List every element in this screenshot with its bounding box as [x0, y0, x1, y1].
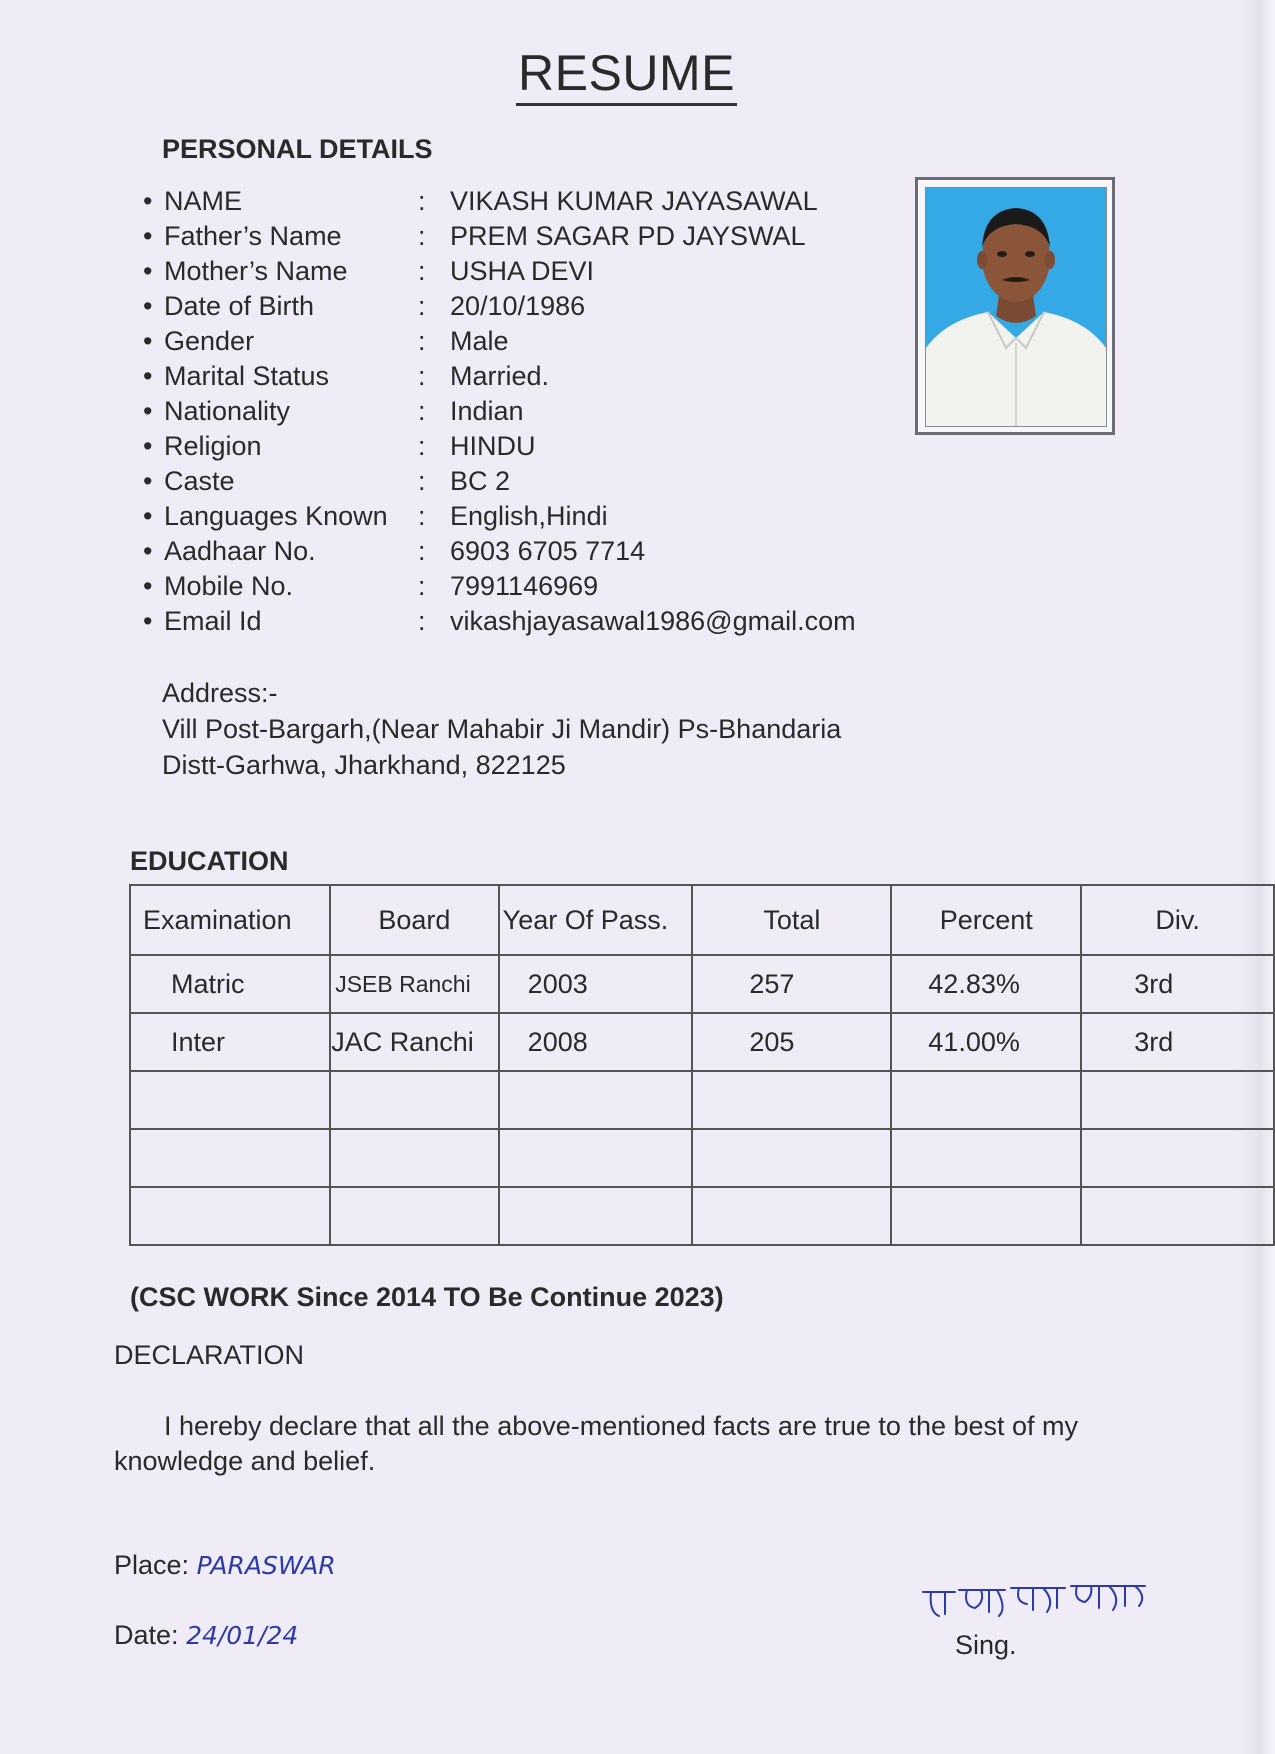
detail-colon: : — [418, 186, 426, 216]
detail-colon: : — [418, 361, 426, 391]
header-percent: Percent — [891, 885, 1081, 955]
detail-label: Religion — [164, 431, 262, 461]
education-table — [129, 884, 1275, 1246]
table-row-empty — [130, 1187, 1274, 1245]
bullet-icon: • — [143, 361, 153, 391]
address-line-2: Distt-Garhwa, Jharkhand, 822125 — [162, 750, 566, 780]
profile-photo-illustration — [926, 188, 1106, 426]
cell-percent: 42.83% — [891, 955, 1081, 1013]
bullet-icon: • — [143, 221, 153, 251]
detail-label: Gender — [164, 326, 255, 356]
page-edge — [1237, 0, 1275, 1754]
detail-colon: : — [418, 291, 426, 321]
date-label: Date: — [114, 1620, 179, 1650]
detail-label: Nationality — [164, 396, 291, 426]
header-examination: Examination — [130, 885, 330, 955]
resume-title-text: RESUME — [516, 45, 737, 106]
detail-label: Caste — [164, 466, 235, 496]
detail-label: Mobile No. — [164, 571, 294, 601]
declaration-title: DECLARATION — [114, 1340, 305, 1370]
detail-label: Marital Status — [164, 361, 330, 391]
detail-colon: : — [418, 606, 426, 636]
detail-colon: : — [418, 396, 426, 426]
declaration-text: I hereby declare that all the above-mentioned facts are true to the best of my knowledge and belief. — [114, 1411, 1079, 1476]
table-row — [130, 1013, 1274, 1071]
detail-value: Married. — [450, 361, 550, 391]
profile-photo — [925, 187, 1107, 427]
header-board: Board — [330, 885, 498, 955]
bullet-icon: • — [143, 326, 153, 356]
detail-value: Male — [450, 326, 509, 356]
detail-label: Father’s Name — [164, 221, 342, 251]
detail-value: 20/10/1986 — [450, 291, 586, 321]
cell-div: 3rd — [1081, 955, 1274, 1013]
detail-label: Date of Birth — [164, 291, 315, 321]
place-value: PARASWAR — [196, 1551, 336, 1580]
detail-value: HINDU — [450, 431, 536, 461]
detail-colon: : — [418, 501, 426, 531]
cell-div: 3rd — [1081, 1013, 1274, 1071]
address-label: Address:- — [162, 678, 278, 708]
date-value: 24/01/24 — [186, 1621, 299, 1650]
detail-value: USHA DEVI — [450, 256, 595, 286]
bullet-icon: • — [143, 571, 153, 601]
detail-colon: : — [418, 466, 426, 496]
cell-percent: 41.00% — [891, 1013, 1081, 1071]
bullet-icon: • — [143, 291, 153, 321]
detail-value: 7991146969 — [450, 571, 599, 601]
detail-value: VIKASH KUMAR JAYASAWAL — [450, 186, 818, 216]
bullet-icon: • — [143, 186, 153, 216]
cell-year: 2008 — [499, 1013, 693, 1071]
bullet-icon: • — [143, 396, 153, 426]
bullet-icon: • — [143, 256, 153, 286]
cell-year: 2003 — [499, 955, 693, 1013]
bullet-icon: • — [143, 536, 153, 566]
detail-value: BC 2 — [450, 466, 511, 496]
address-block — [162, 675, 841, 783]
detail-value: Indian — [450, 396, 524, 426]
detail-value: vikashjayasawal1986@gmail.com — [450, 606, 856, 636]
cell-examination: Inter — [130, 1013, 330, 1071]
detail-label: Aadhaar No. — [164, 536, 316, 566]
detail-colon: : — [418, 536, 426, 566]
cell-examination: Matric — [130, 955, 330, 1013]
detail-colon: : — [418, 431, 426, 461]
detail-value: PREM SAGAR PD JAYSWAL — [450, 221, 806, 251]
detail-label: NAME — [164, 186, 243, 216]
detail-label: Languages Known — [164, 501, 388, 531]
detail-label: Email Id — [164, 606, 262, 636]
cell-total: 205 — [692, 1013, 891, 1071]
resume-title — [0, 44, 1253, 102]
bullet-icon: • — [143, 501, 153, 531]
bullet-icon: • — [143, 606, 153, 636]
cell-board: JAC Ranchi — [330, 1013, 498, 1071]
education-header-row — [130, 885, 1274, 955]
education-heading: EDUCATION — [130, 846, 289, 876]
csc-work-note: (CSC WORK Since 2014 TO Be Continue 2023) — [130, 1282, 724, 1312]
place-field — [114, 1550, 336, 1581]
detail-colon: : — [418, 256, 426, 286]
detail-colon: : — [418, 221, 426, 251]
date-field — [114, 1620, 298, 1651]
profile-photo-frame — [915, 177, 1115, 435]
handwritten-signature — [915, 1572, 1185, 1624]
detail-value: English,Hindi — [450, 501, 608, 531]
personal-details-heading: PERSONAL DETAILS — [162, 134, 433, 164]
header-div: Div. — [1081, 885, 1274, 955]
bullet-icon: • — [143, 431, 153, 461]
address-line-1: Vill Post-Bargarh,(Near Mahabir Ji Mandir) Ps-Bhandaria — [162, 714, 842, 744]
header-year: Year Of Pass. — [499, 885, 693, 955]
table-row-empty — [130, 1129, 1274, 1187]
detail-value: 6903 6705 7714 — [450, 536, 646, 566]
header-total: Total — [692, 885, 891, 955]
detail-label: Mother’s Name — [164, 256, 348, 286]
cell-total: 257 — [692, 955, 891, 1013]
table-row-empty — [130, 1071, 1274, 1129]
signature-block — [915, 1572, 1185, 1660]
cell-board: JSEB Ranchi — [330, 955, 498, 1013]
place-label: Place: — [114, 1550, 190, 1580]
detail-colon: : — [418, 571, 426, 601]
detail-colon: : — [418, 326, 426, 356]
signature-label: Sing. — [955, 1630, 1017, 1660]
bullet-icon: • — [143, 466, 153, 496]
table-row — [130, 955, 1274, 1013]
